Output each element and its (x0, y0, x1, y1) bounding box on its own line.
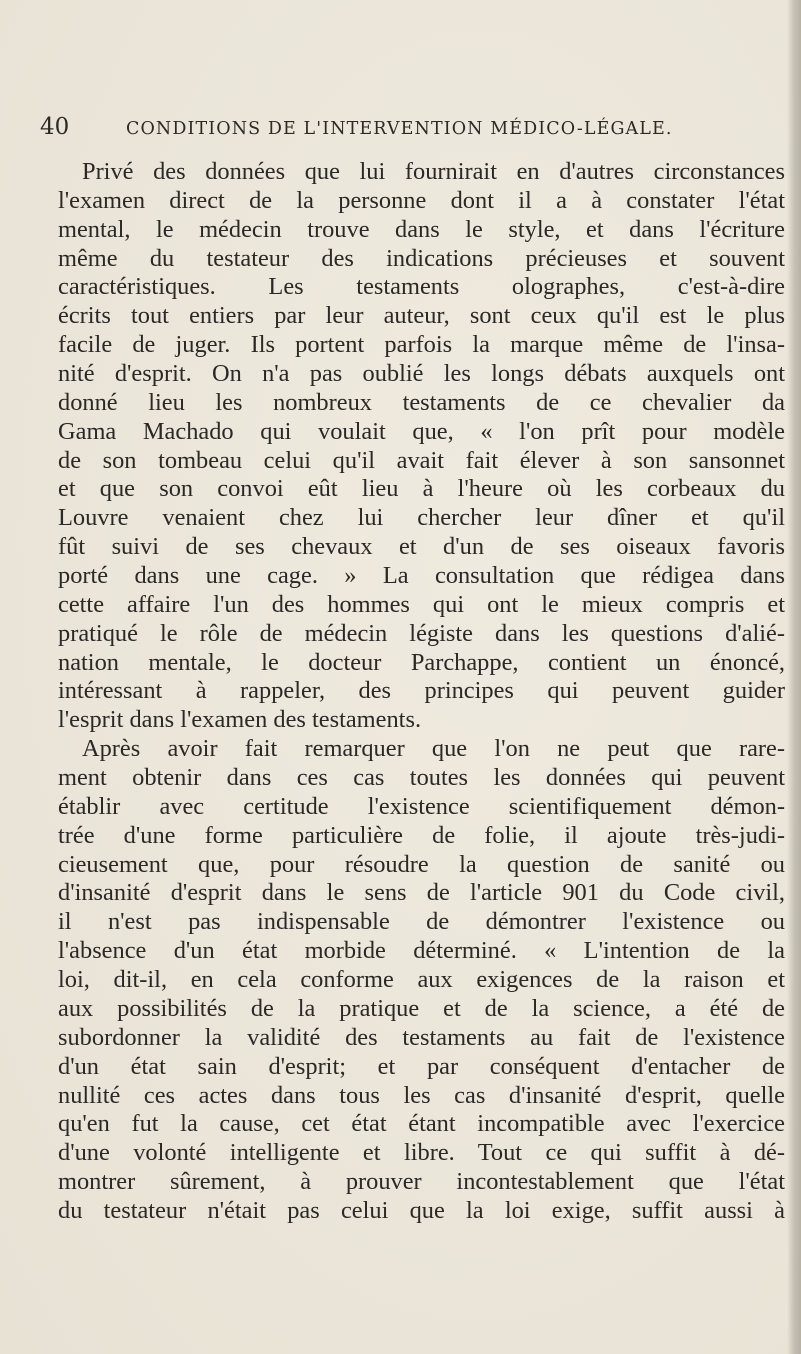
text-line: cette affaire l'un des hommes qui ont le mieux compris et (58, 590, 785, 618)
page-edge-shadow (787, 0, 801, 1354)
text-line: d'un état sain d'esprit; et par conséquent d'entacher de (58, 1052, 785, 1080)
text-line: Privé des données que lui fournirait en d'autres circonstances (82, 158, 785, 185)
text-line: fût suivi de ses chevaux et d'un de ses oiseaux favoris (58, 533, 785, 561)
text-line: pratiqué le rôle de médecin légiste dans les questions d'alié- (58, 619, 785, 647)
text-line: caractéristiques. Les testaments olographes, c'est-à-dire (58, 273, 785, 301)
text-line: l'examen direct de la personne dont il a à constater l'état (58, 186, 785, 214)
text-line: subordonner la validité des testaments au fait de l'existence (58, 1023, 785, 1051)
text-line: écrits tout entiers par leur auteur, sont ceux qu'il est le plus (58, 302, 785, 330)
text-line: ment obtenir dans ces cas toutes les données qui peuvent (58, 764, 785, 792)
text-line: nullité ces actes dans tous les cas d'insanité d'esprit, quelle (58, 1081, 785, 1109)
text-line: du testateur n'était pas celui que la loi exige, suffit aussi à (58, 1196, 785, 1224)
text-line: montrer sûrement, à prouver incontestablement que l'état (58, 1168, 785, 1196)
text-line: et que son convoi eût lieu à l'heure où les corbeaux du (58, 475, 785, 503)
text-line: d'une volonté intelligente et libre. Tout ce qui suffit à dé- (58, 1139, 785, 1167)
text-line: de son tombeau celui qu'il avait fait élever à son sansonnet (58, 446, 785, 474)
text-line: l'esprit dans l'examen des testaments. (58, 706, 422, 734)
text-line: Louvre venaient chez lui chercher leur dîner et qu'il (58, 504, 785, 532)
text-line: mental, le médecin trouve dans le style, et dans l'écriture (58, 215, 785, 243)
text-line: établir avec certitude l'existence scientifiquement démon- (58, 792, 785, 820)
text-line: d'insanité d'esprit dans le sens de l'article 901 du Code civil, (58, 879, 785, 907)
text-line: aux possibilités de la pratique et de la science, a été de (58, 994, 785, 1022)
text-line: cieusement que, pour résoudre la question de sanité ou (58, 850, 785, 878)
text-line: Après avoir fait remarquer que l'on ne peut que rare- (82, 735, 785, 763)
text-line: Gama Machado qui voulait que, « l'on prît pour modèle (58, 417, 785, 445)
text-line: l'absence d'un état morbide déterminé. « L'intention de la (58, 937, 785, 965)
running-head (40, 112, 780, 142)
text-line: donné lieu les nombreux testaments de ce chevalier da (58, 388, 785, 416)
text-line: facile de juger. Ils portent parfois la marque même de l'insa- (58, 331, 785, 359)
text-line: nation mentale, le docteur Parchappe, contient un énoncé, (58, 648, 785, 676)
text-line: il n'est pas indispensable de démontrer l'existence ou (58, 908, 785, 936)
running-title: CONDITIONS DE L'INTERVENTION MÉDICO-LÉGALE. (126, 119, 673, 139)
body-text (58, 158, 785, 1226)
text-line: porté dans une cage. » La consultation que rédigea dans (58, 562, 785, 590)
text-line: loi, dit-il, en cela conforme aux exigences de la raison et (58, 966, 785, 994)
text-line: trée d'une forme particulière de folie, il ajoute très-judi- (58, 821, 785, 849)
text-line: intéressant à rappeler, des principes qui peuvent guider (58, 677, 785, 705)
text-line: même du testateur des indications précieuses et souvent (58, 244, 785, 272)
text-line: nité d'esprit. On n'a pas oublié les longs débats auxquels ont (58, 360, 785, 388)
page-number: 40 (40, 114, 70, 140)
text-line: qu'en fut la cause, cet état étant incompatible avec l'exercice (58, 1110, 785, 1138)
